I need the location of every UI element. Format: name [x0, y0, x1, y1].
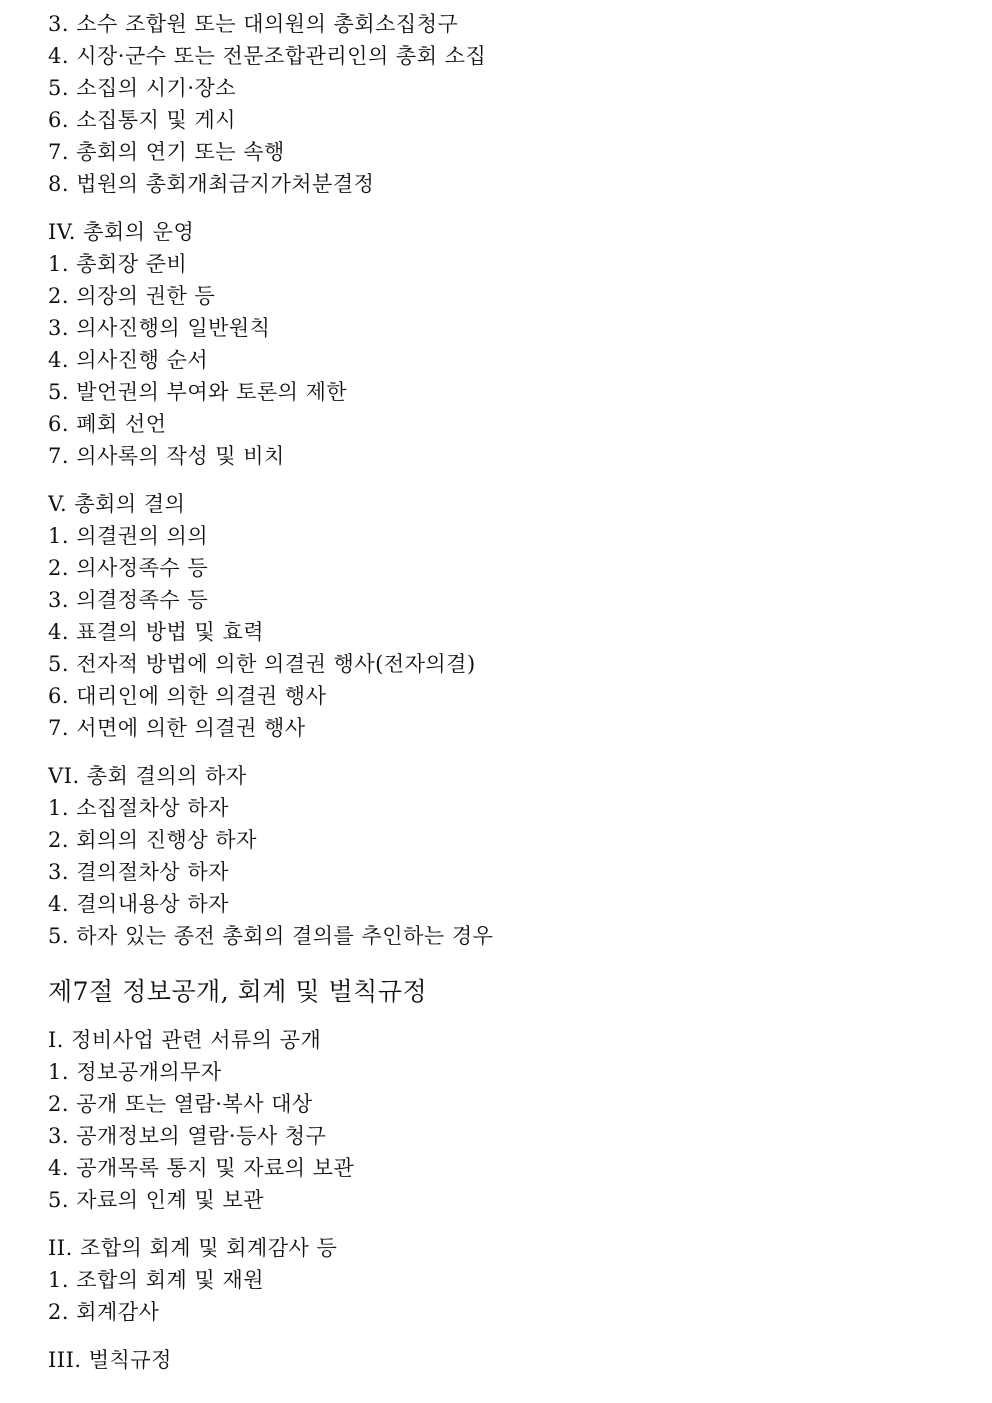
toc-section-heading: I. 정비사업 관련 서류의 공개 [48, 1028, 322, 1052]
toc-item: 4. 시장·군수 또는 전문조합관리인의 총회 소집 [48, 44, 487, 68]
toc-item: 3. 의결정족수 등 [48, 588, 209, 612]
toc-item: 5. 발언권의 부여와 토론의 제한 [48, 380, 348, 404]
toc-item: 7. 의사록의 작성 및 비치 [48, 444, 285, 468]
spacer [48, 200, 992, 216]
toc-item: 4. 결의내용상 하자 [48, 892, 229, 916]
spacer [48, 744, 992, 760]
toc-item: 1. 의결권의 의의 [48, 524, 209, 548]
toc-item: 6. 소집통지 및 게시 [48, 108, 237, 132]
toc-item: 2. 회계감사 [48, 1300, 160, 1324]
toc-item: 3. 소수 조합원 또는 대의원의 총회소집청구 [48, 12, 459, 36]
toc-section-heading: V. 총회의 결의 [48, 492, 186, 516]
toc-item: 1. 소집절차상 하자 [48, 796, 229, 820]
chapter-title: 제7절 정보공개, 회계 및 벌칙규정 [48, 977, 428, 1006]
toc-item: 4. 표결의 방법 및 효력 [48, 620, 265, 644]
toc-item: 6. 대리인에 의한 의결권 행사 [48, 684, 327, 708]
toc-item: 5. 전자적 방법에 의한 의결권 행사(전자의결) [48, 652, 476, 676]
toc-item: 2. 공개 또는 열람·복사 대상 [48, 1092, 313, 1116]
toc-item: 2. 의사정족수 등 [48, 556, 209, 580]
toc-section-heading: VI. 총회 결의의 하자 [48, 764, 247, 788]
toc-item: 2. 회의의 진행상 하자 [48, 828, 257, 852]
toc-group-resolution-defects [48, 760, 992, 952]
toc-item: 3. 결의절차상 하자 [48, 860, 229, 884]
toc-item: 3. 공개정보의 열람·등사 청구 [48, 1124, 327, 1148]
toc-group-meeting-operation [48, 216, 992, 472]
toc-item: 4. 의사진행 순서 [48, 348, 209, 372]
toc-item: 6. 폐회 선언 [48, 412, 167, 436]
toc-item: 7. 총회의 연기 또는 속행 [48, 140, 285, 164]
toc-group-accounting [48, 1232, 992, 1328]
toc-item: 5. 하자 있는 종전 총회의 결의를 추인하는 경우 [48, 924, 494, 948]
toc-item: 2. 의장의 권한 등 [48, 284, 216, 308]
toc-item: 4. 공개목록 통지 및 자료의 보관 [48, 1156, 355, 1180]
toc-section-heading: III. 벌칙규정 [48, 1348, 172, 1372]
toc-group-meeting-resolution [48, 488, 992, 744]
spacer [48, 1328, 992, 1344]
toc-group-penalties [48, 1344, 992, 1376]
toc-group-meeting-convocation [48, 8, 992, 200]
toc-item: 1. 총회장 준비 [48, 252, 188, 276]
spacer [48, 952, 992, 974]
toc-item: 7. 서면에 의한 의결권 행사 [48, 716, 306, 740]
toc-item: 8. 법원의 총회개최금지가처분결정 [48, 172, 375, 196]
toc-item: 1. 조합의 회계 및 재원 [48, 1268, 265, 1292]
toc-group-disclosure [48, 1024, 992, 1216]
toc-section-heading: II. 조합의 회계 및 회계감사 등 [48, 1236, 338, 1260]
spacer [48, 1216, 992, 1232]
spacer [48, 472, 992, 488]
toc-item: 5. 소집의 시기·장소 [48, 76, 237, 100]
toc-item: 1. 정보공개의무자 [48, 1060, 222, 1084]
toc-item: 5. 자료의 인계 및 보관 [48, 1188, 265, 1212]
toc-item: 3. 의사진행의 일반원칙 [48, 316, 271, 340]
toc-section-heading: IV. 총회의 운영 [48, 220, 195, 244]
